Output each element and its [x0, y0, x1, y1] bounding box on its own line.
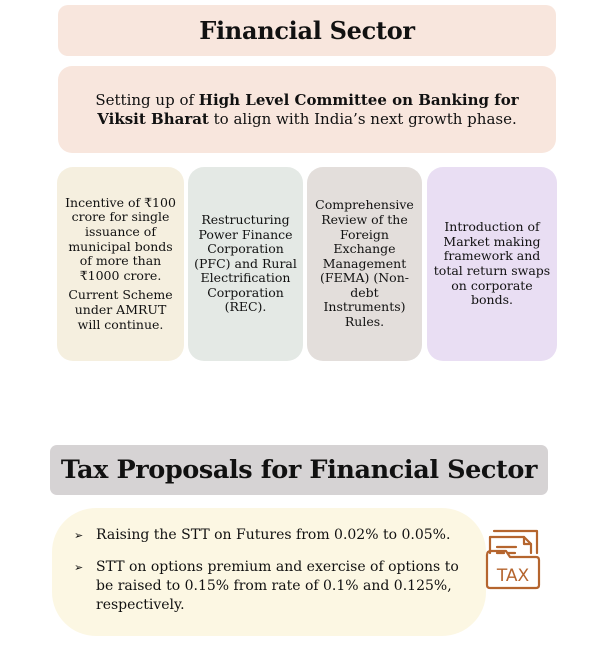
section-title-box — [58, 5, 556, 56]
card-text: Introduction of Market making framework and total return swaps on corporate bonds. — [433, 219, 551, 308]
card-text: Current Scheme under AMRUT will continue. — [68, 287, 173, 332]
card-municipal-bonds — [57, 167, 184, 361]
card-market-making — [427, 167, 557, 361]
intro-bold: High Level Committee on Banking for Viksit Bharat — [97, 90, 519, 128]
list-item — [74, 558, 466, 615]
list-item — [74, 526, 466, 545]
tax-bullet-list — [74, 526, 466, 615]
tax-section-title-box — [50, 445, 548, 495]
card-text: Incentive of ₹100 crore for single issuance of municipal bonds of more than ₹1000 crore. — [65, 194, 176, 283]
intro-text — [76, 91, 538, 129]
tax-folder-icon — [484, 527, 542, 593]
card-text: Restructuring Power Finance Corporation (PFC) and Rural Electrification Corporation (REC). — [194, 211, 297, 315]
bullet-text: Raising the STT on Futures from 0.02% to 0.05%. — [96, 527, 451, 543]
arrow-bullet-icon: ➢ — [74, 561, 84, 574]
svg-text:TAX: TAX — [496, 566, 530, 586]
intro-prefix: Setting up of — [95, 90, 199, 109]
card-fema-review — [307, 167, 422, 361]
arrow-bullet-icon: ➢ — [74, 529, 84, 542]
intro-box — [58, 66, 556, 153]
tax-bullets-box — [52, 508, 486, 636]
card-pfc-rec — [188, 167, 303, 361]
bullet-text: STT on options premium and exercise of options to be raised to 0.15% from rate of 0.1% and 0.125%, respectively. — [96, 559, 459, 613]
card-text: Comprehensive Review of the Foreign Exchange Management (FEMA) (Non-debt Instruments) Rules. — [315, 197, 414, 330]
tax-section-title: Tax Proposals for Financial Sector — [60, 455, 538, 485]
intro-suffix: to align with India’s next growth phase. — [208, 109, 517, 128]
page-title: Financial Sector — [199, 16, 415, 45]
